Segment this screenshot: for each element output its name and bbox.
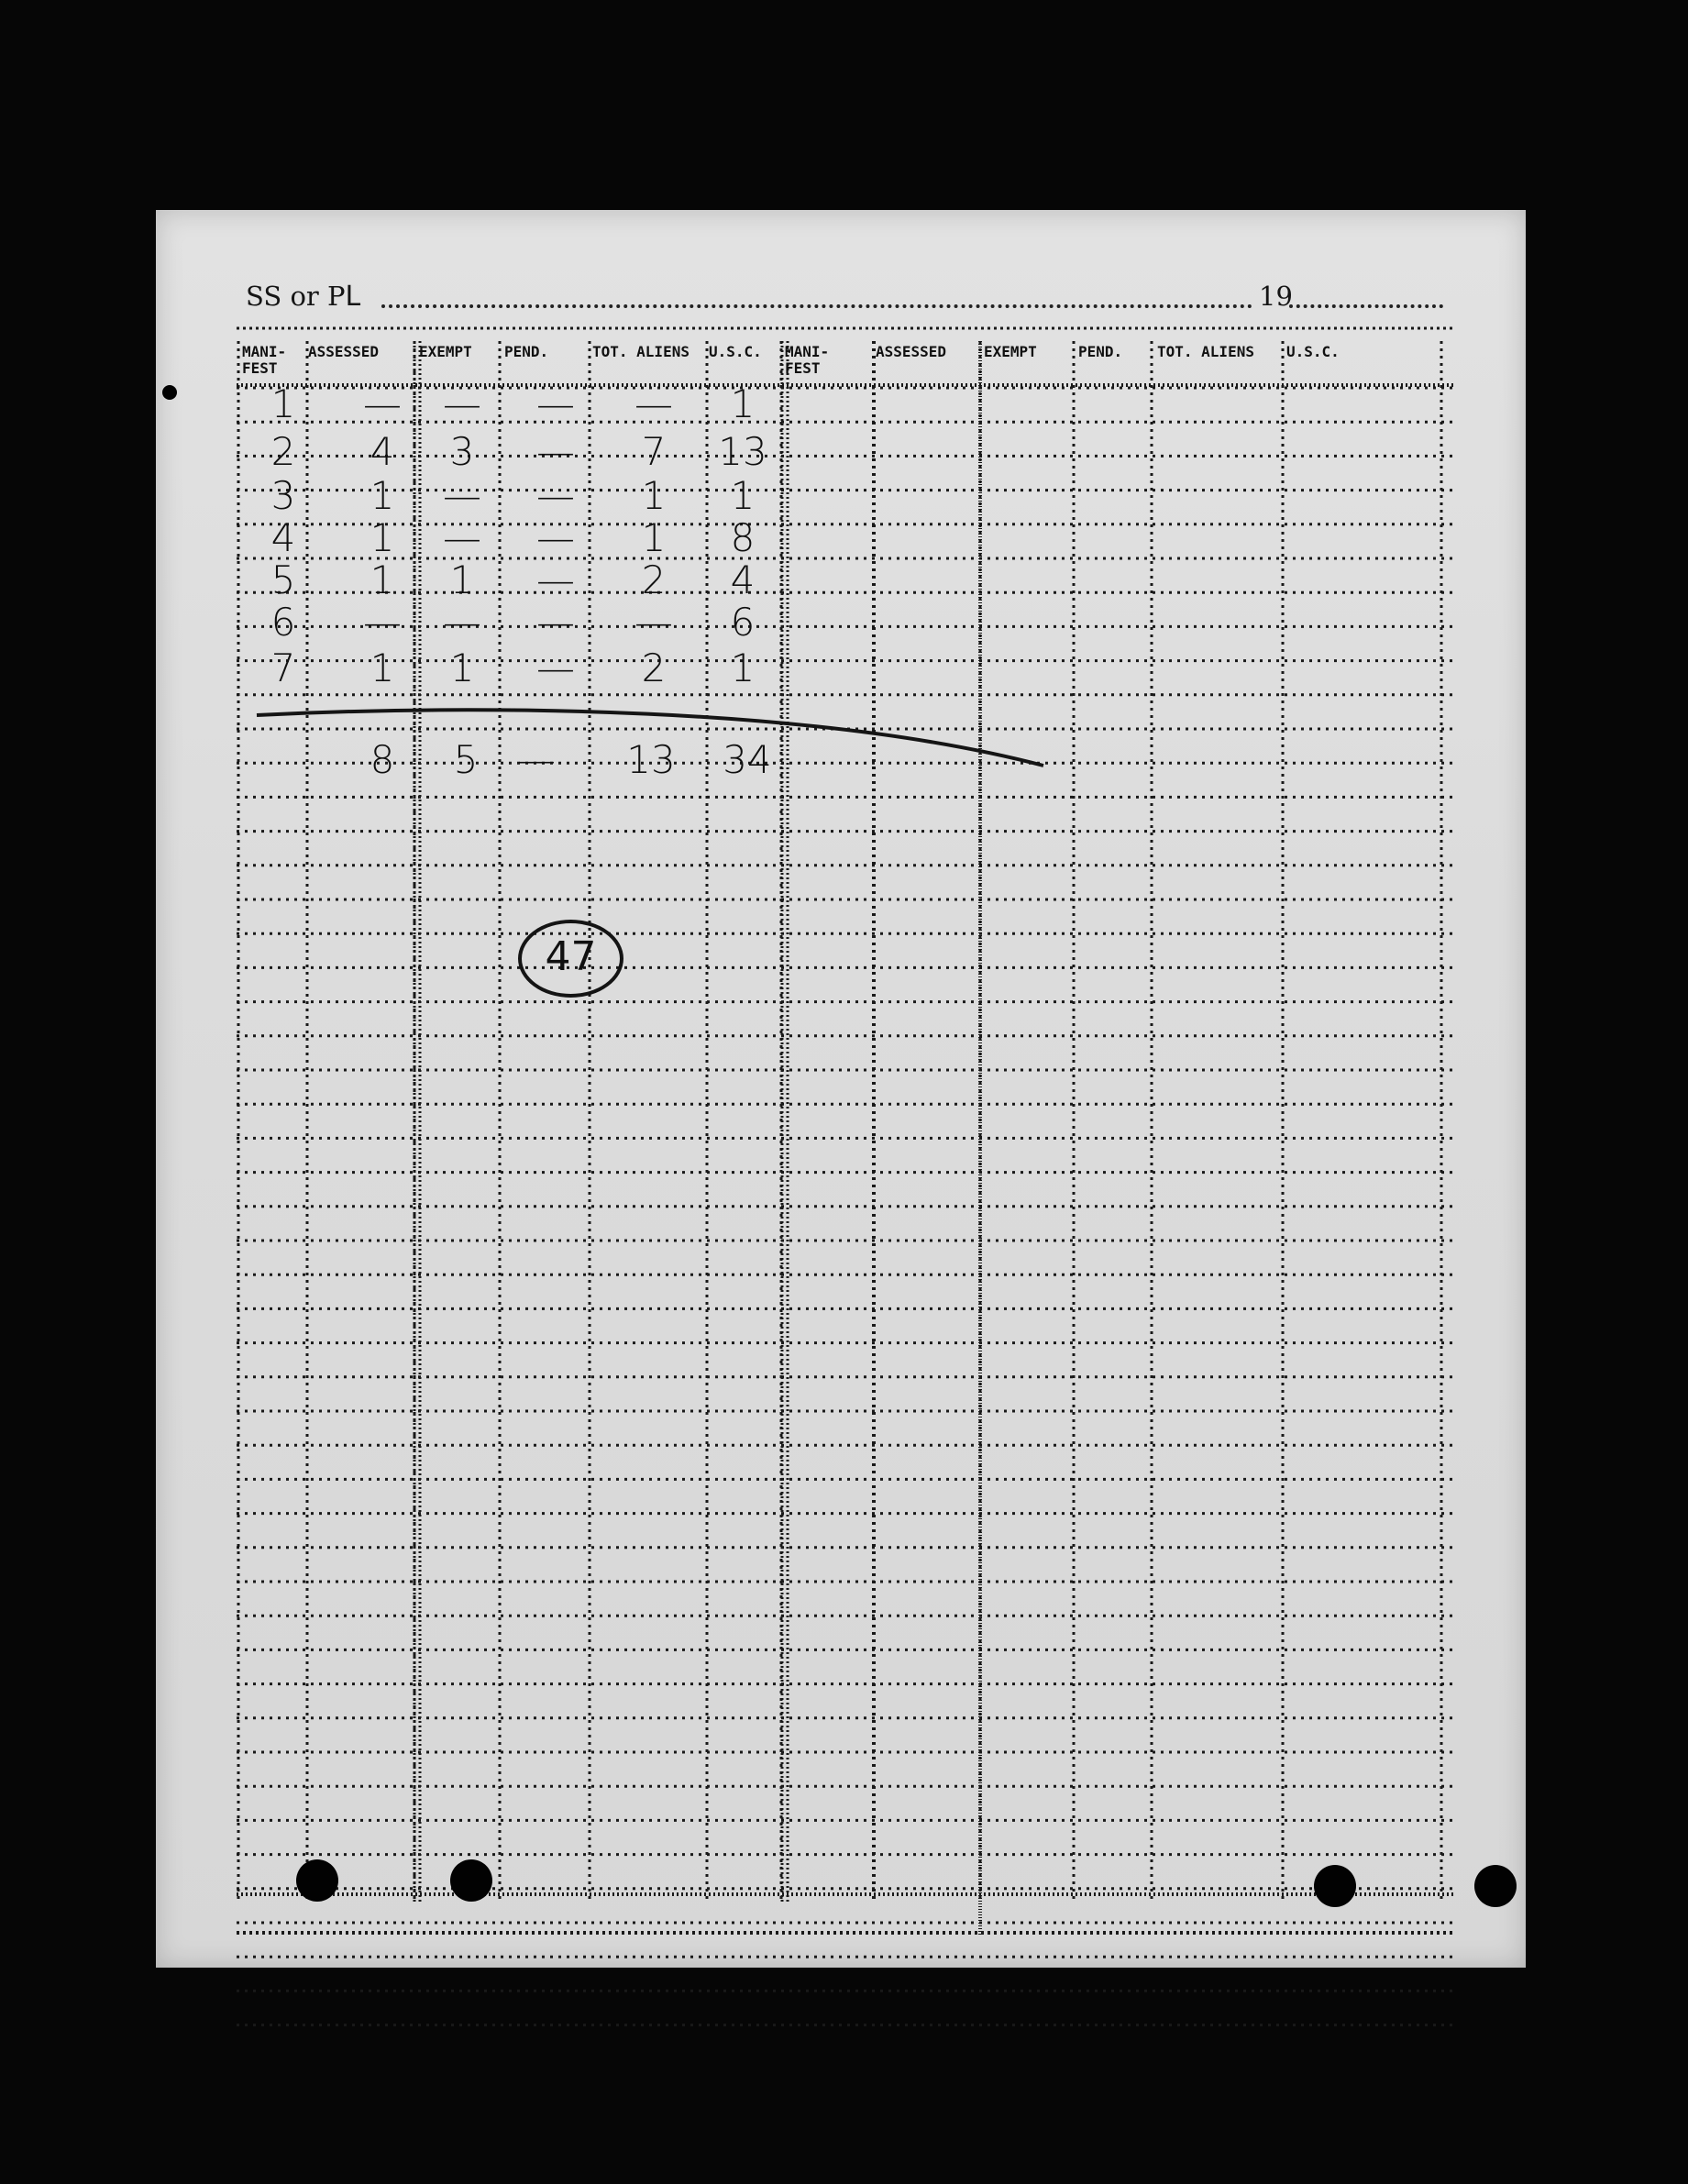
handwritten-usc-entry: 6 bbox=[730, 600, 756, 645]
column-heading: TOT. ALIENS bbox=[1157, 343, 1254, 360]
year-dotted-line bbox=[1289, 304, 1443, 308]
handwritten-total-pend: — bbox=[517, 737, 556, 782]
handwritten-assessed-entry: — bbox=[363, 600, 402, 645]
handwritten-total-exempt: 5 bbox=[453, 737, 479, 782]
punch-hole-far-right bbox=[1474, 1865, 1517, 1907]
handwritten-assessed-entry: 1 bbox=[370, 515, 395, 560]
handwritten-usc-entry: 1 bbox=[730, 473, 756, 518]
column-heading: MANI- FEST bbox=[785, 343, 830, 377]
handwritten-manifest-entry: 2 bbox=[270, 429, 296, 474]
handwritten-tot-aliens-entry: 1 bbox=[641, 473, 667, 518]
column-heading: PEND. bbox=[504, 343, 549, 360]
handwritten-usc-entry: 1 bbox=[730, 381, 756, 426]
header-year: 19 bbox=[1259, 281, 1293, 312]
punch-hole-left bbox=[296, 1859, 338, 1902]
column-heading: TOT. ALIENS bbox=[592, 343, 690, 360]
handwritten-pend-entry: — bbox=[536, 429, 575, 474]
handwritten-pend-entry: — bbox=[536, 557, 575, 602]
handwritten-manifest-entry: 1 bbox=[270, 381, 296, 426]
handwritten-tot-aliens-entry: 7 bbox=[641, 429, 667, 474]
handwritten-exempt-entry: — bbox=[443, 515, 481, 560]
handwritten-exempt-entry: — bbox=[443, 473, 481, 518]
handwritten-pend-entry: — bbox=[536, 515, 575, 560]
header-dotted-line bbox=[381, 304, 1252, 308]
column-heading: EXEMPT bbox=[984, 343, 1037, 360]
handwritten-tot-aliens-entry: — bbox=[634, 600, 673, 645]
handwritten-usc-entry: 8 bbox=[730, 515, 756, 560]
handwritten-pend-entry: — bbox=[536, 473, 575, 518]
column-heading: MANI- FEST bbox=[242, 343, 287, 377]
punch-mark-small bbox=[162, 385, 177, 400]
form-header bbox=[246, 281, 1447, 317]
handwritten-assessed-entry: 1 bbox=[370, 557, 395, 602]
handwritten-manifest-entry: 5 bbox=[270, 557, 296, 602]
handwritten-exempt-entry: 1 bbox=[449, 557, 475, 602]
handwritten-tot-aliens-entry: 2 bbox=[641, 645, 667, 690]
column-heading: ASSESSED bbox=[308, 343, 380, 360]
handwritten-manifest-entry: 6 bbox=[270, 600, 296, 645]
header-label bbox=[246, 281, 360, 313]
handwritten-assessed-entry: 1 bbox=[370, 473, 395, 518]
handwritten-total-tot-aliens: 13 bbox=[626, 737, 676, 782]
handwritten-exempt-entry: — bbox=[443, 600, 481, 645]
handwritten-assessed-entry: — bbox=[363, 381, 402, 426]
column-heading: ASSESSED bbox=[876, 343, 947, 360]
circled-total: 47 bbox=[518, 920, 623, 998]
column-heading: EXEMPT bbox=[419, 343, 472, 360]
handwritten-assessed-entry: 1 bbox=[370, 645, 395, 690]
handwritten-tot-aliens-entry: 1 bbox=[641, 515, 667, 560]
handwritten-total-assessed: 8 bbox=[370, 737, 395, 782]
header-printed-text: SS or P bbox=[246, 281, 346, 312]
handwritten-exempt-entry: — bbox=[443, 381, 481, 426]
handwritten-exempt-entry: 1 bbox=[449, 645, 475, 690]
punch-hole-right bbox=[1314, 1865, 1356, 1907]
handwritten-pend-entry: — bbox=[536, 381, 575, 426]
handwritten-usc-entry: 4 bbox=[730, 557, 756, 602]
handwritten-manifest-entry: 4 bbox=[270, 515, 296, 560]
handwritten-manifest-entry: 3 bbox=[270, 473, 296, 518]
handwritten-manifest-entry: 7 bbox=[270, 645, 296, 690]
header-handwritten-mark: L bbox=[345, 281, 361, 313]
handwritten-usc-entry: 13 bbox=[718, 429, 767, 474]
column-heading: U.S.C. bbox=[709, 343, 762, 360]
column-heading: PEND. bbox=[1078, 343, 1123, 360]
handwritten-assessed-entry: 4 bbox=[370, 429, 395, 474]
handwritten-exempt-entry: 3 bbox=[449, 429, 475, 474]
punch-hole-left-second bbox=[450, 1859, 492, 1902]
handwritten-pend-entry: — bbox=[536, 600, 575, 645]
handwritten-usc-entry: 1 bbox=[730, 645, 756, 690]
handwritten-total-usc: 34 bbox=[723, 737, 772, 782]
handwritten-tot-aliens-entry: 2 bbox=[641, 557, 667, 602]
handwritten-pend-entry: — bbox=[536, 645, 575, 690]
handwritten-tot-aliens-entry: — bbox=[634, 381, 673, 426]
column-heading: U.S.C. bbox=[1286, 343, 1340, 360]
